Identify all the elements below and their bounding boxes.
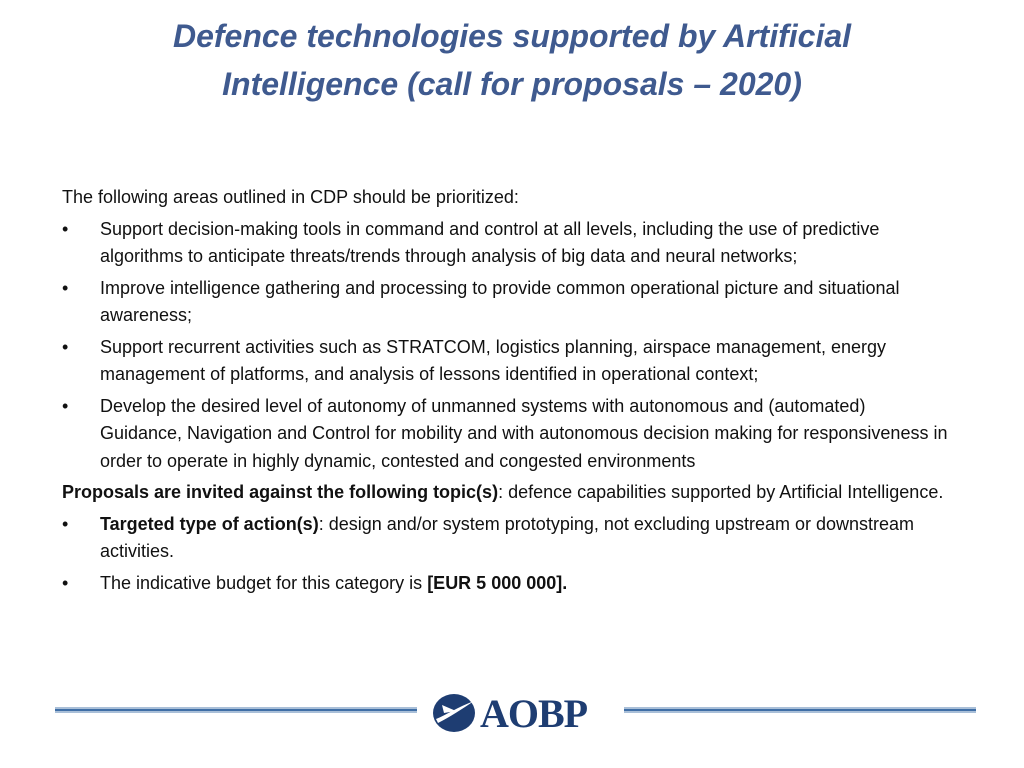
slide-body xyxy=(62,184,952,601)
priority-text: Develop the desired level of autonomy of unmanned systems with autonomous and (automated) Guidance, Navigation and Control for mobility and with autonomous decision making for responsiveness in order to operate in highly dynamic, contested and congested environments xyxy=(100,395,948,471)
priority-text: Support decision-making tools in command and control at all levels, including the use of predictive algorithms to anticipate threats/trends through analysis of big data and neural networks; xyxy=(100,218,880,266)
action-type-text: : design and/or system prototyping, not excluding upstream or downstream activities. xyxy=(100,513,915,561)
slide-title xyxy=(60,12,964,108)
list-item xyxy=(62,511,952,566)
bullet-icon: • xyxy=(62,572,69,593)
budget-text: The indicative budget for this category is xyxy=(100,572,428,593)
list-item xyxy=(62,570,952,598)
footer-rule-left xyxy=(55,707,417,713)
priority-text: Improve intelligence gathering and processing to provide common operational picture and situational awareness; xyxy=(100,277,900,325)
aobp-logo xyxy=(432,692,587,734)
footer xyxy=(0,690,1024,740)
globe-logo-icon xyxy=(432,693,476,733)
bullet-icon: • xyxy=(62,336,69,357)
list-item xyxy=(62,216,952,271)
proposals-label: Proposals are invited against the following topic(s) xyxy=(62,482,499,502)
intro-text: The following areas outlined in CDP should be prioritized: xyxy=(62,187,519,207)
proposals-paragraph xyxy=(62,479,952,507)
list-item xyxy=(62,334,952,389)
list-item xyxy=(62,275,952,330)
priority-text: Support recurrent activities such as STRATCOM, logistics planning, airspace management, energy management of platforms, and analysis of lessons identified in operational context; xyxy=(100,336,887,384)
action-type-label: Targeted type of action(s) xyxy=(100,513,319,534)
bullet-icon: • xyxy=(62,513,69,534)
bullet-icon: • xyxy=(62,395,69,416)
bullet-icon: • xyxy=(62,218,69,239)
title-line-1: Defence technologies supported by Artificial xyxy=(172,18,852,54)
title-line-2: Intelligence (call for proposals – 2020) xyxy=(222,66,802,102)
proposals-text: : defence capabilities supported by Artificial Intelligence. xyxy=(498,482,944,502)
priority-list xyxy=(62,216,952,476)
bullet-icon: • xyxy=(62,277,69,298)
list-item xyxy=(62,393,952,476)
budget-value: [EUR 5 000 000]. xyxy=(427,572,568,593)
footer-rule-right xyxy=(624,707,976,713)
logo-text: AOBP xyxy=(480,690,588,736)
details-list xyxy=(62,511,952,598)
